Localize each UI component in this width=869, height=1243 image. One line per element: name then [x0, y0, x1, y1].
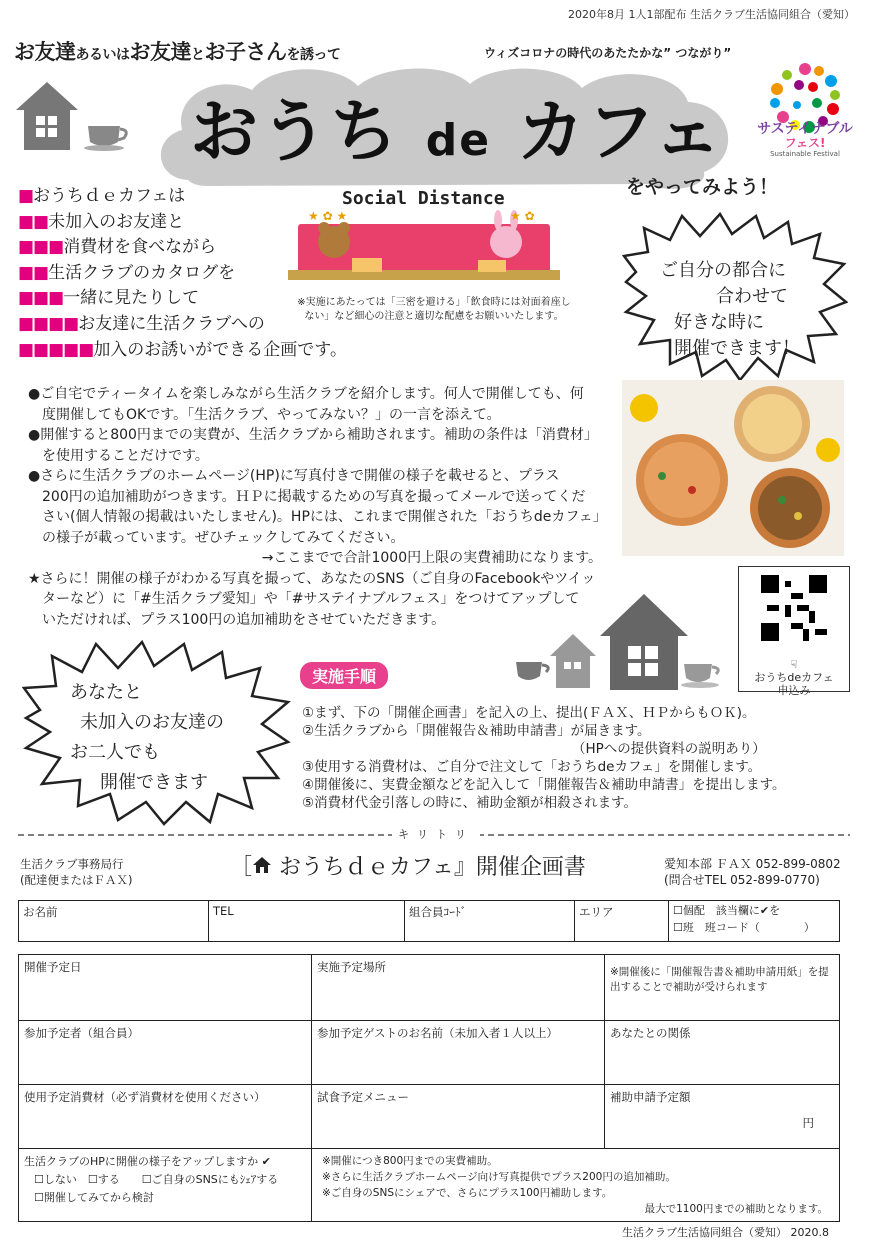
place-field[interactable]: 実施予定場所	[312, 955, 605, 1021]
subsidy-details: ※開催につき800円までの実費補助。 ※さらに生活クラブホームページ向け写真提供でプラス200円の追加補助。 ※ご自身のSNSにシェアで、さらにプラス100円補助します。 最大で1100円までの補助となります。	[312, 1149, 840, 1222]
sustainable-line3: Sustainable Festival	[770, 149, 840, 158]
pizza-photo	[622, 380, 844, 556]
step-item: ②生活クラブから「開催報告＆補助申請書」が届きます。	[302, 723, 651, 739]
house-icon	[14, 80, 80, 152]
headline-part3: お友達	[129, 40, 191, 64]
issue-note: 2020年8月 1人1部配布 生活クラブ生活協同組合（愛知）	[568, 8, 855, 21]
title-ouchi: おうち	[190, 93, 401, 172]
flexible-schedule-text: ご自分の都合に 合わせて 好きな時に 開催できます！	[660, 260, 800, 359]
plan-form-table	[18, 954, 840, 1222]
intro-line: ■■未加入のお友達と	[18, 211, 185, 232]
intro-line: ■■生活クラブのカタログを	[18, 262, 236, 283]
participant-field[interactable]: 参加予定者（組合員）	[19, 1021, 312, 1085]
amount-field[interactable]: 補助申請予定額 円	[605, 1085, 840, 1149]
small-house-icon	[548, 632, 598, 690]
cup-icon	[514, 658, 554, 688]
lets-do-it: をやってみよう！	[626, 176, 779, 198]
step-item: ⑤消費材代金引落しの時に、補助金額が相殺されます。	[302, 795, 638, 811]
steps-list	[302, 704, 786, 812]
qr-label: ☟ おうちdeカフェ 申込み	[754, 658, 834, 697]
cup-icon	[680, 660, 726, 690]
house-icon	[252, 856, 272, 874]
headline-part2: あるいは	[75, 47, 130, 63]
member-code-field[interactable]: 組合員ｺｰﾄﾞ	[405, 901, 575, 942]
step-item: （HPへの提供資料の説明あり）	[572, 741, 766, 757]
intro-line: ■おうちｄｅカフェは	[18, 186, 186, 206]
headline-part1: お友達	[14, 40, 76, 64]
intro-line: ■■■消費材を食べながら	[18, 237, 217, 258]
subsidy-note: ※開催後に「開催報告書＆補助申請用紙」を提出することで補助が受けられます	[605, 955, 840, 1021]
sustainable-fest-text	[752, 122, 858, 158]
sustainable-line1: サステイナブル	[757, 121, 853, 137]
large-house-icon	[598, 592, 690, 692]
send-to-info: 生活クラブ事務局行 (配達便またはＦＡＸ)	[20, 857, 133, 887]
description-text: ●ご自宅でティータイムを楽しみながら生活クラブを紹介します。何人で開催しても、何 度開催してもOKです。「生活クラブ、やってみない？」の一言を添えて。 ●開催すると800円までの実費が、生活クラブから補助されます。補助の条件は「消費材」 を使用することだけです。 ●さらに生活クラブのホームページ(HP)に写真付きで開催の様子を載せると、プラス 200円の追加補助がつきます。ＨＰに掲載するための写真を撮ってメールで送ってくだ さい(個人情報の掲載はいたしません)。HPには、これまで開催された「おうちdeカフェ」 の様子が載っています。ぜひチェックしてみてください。 →ここまでで合計1000円上限の実費補助になります。 ★さらに！開催の様子がわかる写真を撮って、あなたのSNS（ご自身のFacebookやツイッ ターなど）に「#生活クラブ愛知」や「#サステイナブルフェス」をつけてアップして いただければ、プラス100円の追加補助をさせていただきます。	[28, 386, 607, 628]
intro-line: ■■■一緒に見たりして	[18, 288, 200, 309]
menu-field[interactable]: 試食予定メニュー	[312, 1085, 605, 1149]
intro-line: ■■■■お友達に生活クラブへの	[18, 313, 265, 334]
step-item: ③使用する消費材は、ご自分で注文して「おうちdeカフェ」を開催します。	[302, 759, 762, 775]
area-field[interactable]: エリア	[575, 901, 669, 942]
social-distance-label: Social Distance	[342, 188, 505, 209]
two-people-ok-text: あなたと 未加入のお友達の お二人でも 開催できます	[70, 682, 224, 793]
qr-code-icon[interactable]	[761, 575, 827, 641]
steps-title-badge: 実施手順	[300, 662, 388, 689]
step-item: ①まず、下の「開催企画書」を記入の上、提出(ＦＡＸ、ＨＰからもＯＫ)。	[302, 705, 756, 721]
main-title	[190, 78, 723, 175]
delivery-type-field[interactable]: ☐個配 該当欄に✔を ☐班 班コード（ ）	[669, 901, 840, 942]
headline-part6: を誘って	[286, 47, 341, 63]
tel-field[interactable]: TEL	[209, 901, 405, 942]
title-de: de	[425, 115, 492, 166]
form-title: ［ おうちｄｅカフェ』開催企画書	[230, 855, 586, 880]
date-field[interactable]: 開催予定日	[19, 955, 312, 1021]
title-cafe: カフェ	[516, 93, 724, 172]
member-info-table	[18, 900, 840, 942]
headline-part5: お子さん	[204, 40, 287, 64]
footer-credit: 生活クラブ生活協同組合（愛知） 2020.8	[622, 1226, 829, 1239]
intro-line: ■■■■■加入のお誘いができる企画です。	[18, 339, 347, 360]
cafe-illustration	[288, 208, 560, 294]
name-field[interactable]: お名前	[19, 901, 209, 942]
relation-field[interactable]: あなたとの関係	[605, 1021, 840, 1085]
hp-upload-question[interactable]: 生活クラブのHPに開催の様子をアップしますか ✔ ☐しない ☐する ☐ご自身のSNSにもｼｪｱする ☐開催してみてから検討	[19, 1149, 312, 1222]
cup-icon	[84, 120, 134, 154]
consumables-field[interactable]: 使用予定消費材（必ず消費材を使用ください）	[19, 1085, 312, 1149]
step-item: ④開催後に、実費金額などを記入して「開催報告＆補助申請書」を提出します。	[302, 777, 786, 793]
illustration-note: ※実施にあたっては「三密を避ける」「飲食時には対面着座しない」など細心の注意と適切な配慮をお願いいたします。	[297, 297, 571, 322]
guest-field[interactable]: 参加予定ゲストのお名前（未加入者１人以上）	[312, 1021, 605, 1085]
svg-text:★ ✿: ★ ✿	[510, 209, 535, 223]
tagline: ウィズコロナの時代のあたたかな” つながり”	[484, 46, 732, 60]
sustainable-line2: フェス!	[784, 136, 826, 151]
fax-info: 愛知本部 ＦＡＸ 052-899-0802 (問合せTEL 052-899-0770)	[664, 857, 841, 887]
svg-text:★ ✿ ★: ★ ✿ ★	[308, 209, 348, 223]
headline-part4: と	[191, 47, 205, 63]
cut-here-label: キリトリ	[392, 826, 480, 842]
